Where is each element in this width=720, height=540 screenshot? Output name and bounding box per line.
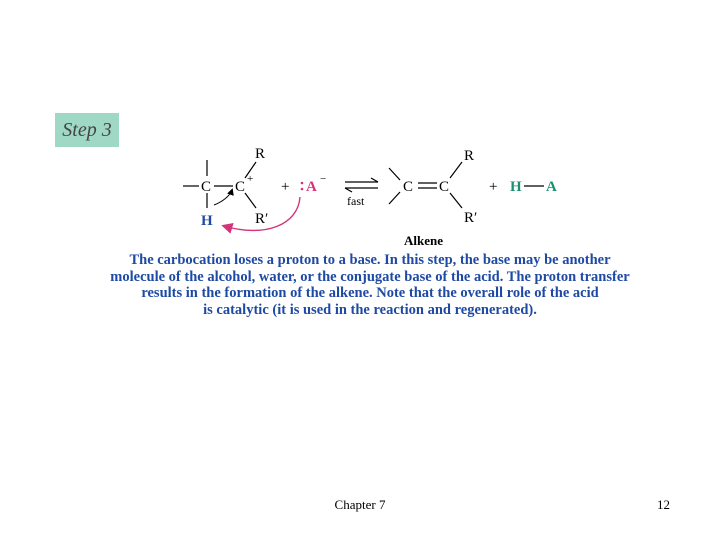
lone-pair-dot (301, 182, 304, 185)
product-label: Alkene (404, 233, 443, 248)
reactant-c2: C (235, 179, 246, 195)
reactant-c1: C (201, 179, 212, 195)
plus-sign-2: + (489, 179, 498, 195)
product-left-lower-bond (389, 192, 400, 204)
acid-a: A (546, 179, 557, 195)
equilibrium-arrows (345, 178, 378, 208)
description-line: results in the formation of the alkene. Note that the overall role of the acid (141, 285, 599, 301)
plus-sign-1: + (281, 179, 290, 195)
page-number: 12 (657, 497, 670, 512)
description-line: The carbocation loses a proton to a base. In this step, the base may be another (129, 252, 611, 268)
carbocation-charge: + (247, 173, 254, 185)
product-rprime-bond (450, 193, 462, 208)
product-r: R (464, 148, 475, 164)
acid-h: H (510, 179, 522, 195)
base-a: A (306, 179, 317, 195)
reactant-r: R (255, 146, 266, 162)
reactant-carbocation (183, 146, 268, 229)
c-rprime-bond (245, 193, 256, 208)
bond-shift-arrow (214, 190, 232, 205)
reactant-r-prime: R′ (255, 211, 269, 227)
description-line: is catalytic (it is used in the reaction and regenerated). (203, 301, 537, 318)
product-r-prime: R′ (464, 210, 478, 226)
footer-chapter: Chapter 7 (334, 497, 386, 512)
step-description (60, 252, 680, 318)
acid-group (489, 179, 557, 195)
product-r-bond (450, 162, 462, 178)
equilibrium-label: fast (347, 194, 365, 208)
product-c2: C (439, 179, 450, 195)
reverse-arrow-head (345, 188, 352, 192)
product-left-upper-bond (389, 168, 400, 180)
step-label: Step 3 (62, 118, 112, 141)
product-c1: C (403, 179, 414, 195)
product-alkene (389, 148, 477, 248)
lone-pair-dot (301, 188, 304, 191)
base-charge: − (320, 173, 327, 185)
base-group (281, 173, 326, 195)
reactant-h: H (201, 213, 213, 229)
description-line: molecule of the alcohol, water, or the conjugate base of the acid. The proton transfer (110, 268, 630, 285)
